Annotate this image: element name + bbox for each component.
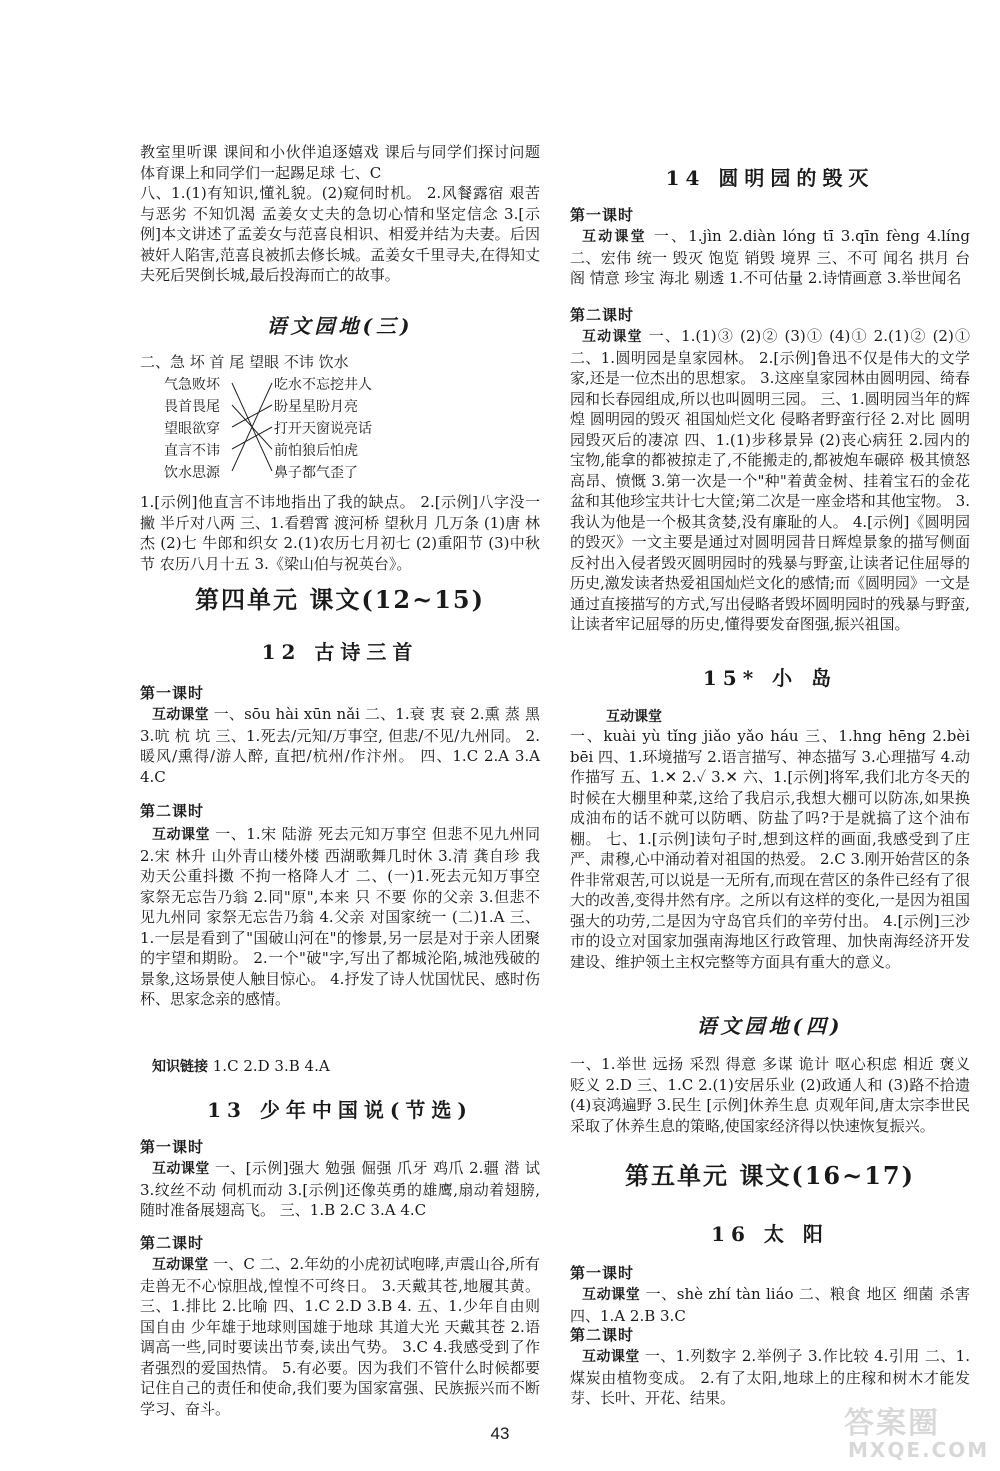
lesson14-answers-2 <box>570 326 975 635</box>
answer-text: 一、[示例]强大 勉强 倔强 爪牙 鸡爪 2.疆 潜 试 3.纹丝不动 伺机而动 3.[示例]还像英勇的雄鹰,扇动着翅膀,随时准备展翅高飞。 三、1.B 2.C 3.A 4.C <box>140 1159 545 1219</box>
watermark-url: MXQE.COM <box>848 1438 990 1462</box>
lesson12-link <box>140 1056 540 1078</box>
lesson16-answers-1 <box>570 1284 975 1326</box>
hudong-label: 互动课堂 <box>152 1161 210 1177</box>
hudong-label: 互动课堂 <box>582 229 647 245</box>
lesson15-answers: 一、kuài yù tǐng jiǎo yǎo háu 三、1.hng hēng 2.bèi bēi 四、1.环境描写 2.语言描写、神态描写 3.心理描写 4.动作描写 五、1.✕ 2.✓ 3.✕ 六、1.[示例]将军,我们北方冬天的时候在大棚里种菜,这给了我启示,我想大棚可以防冻,如果换成油布的话不就可以防晒、防盐了吗?于是就搞了这个油布棚。 七、1.[示例]读句子时,想到这样的画面,我感受到了庄严、肃穆,心中涌动着对祖国的热爱。 2.C 3.刚开始营区的条件非常艰苦,可以说是一无所有,而现在营区的条件已经有了很大的改善,变得井然有序。之所以有这样的变化,一是因为祖国强大的功劳,二是因为守岛官兵们的辛劳付出。 4.[示例]三沙市的设立对国家加强南海地区行政管理、加快南海经济开发建设、维护领土主权完整等方面具有重大的意义。 <box>570 727 975 971</box>
hudong-label: 互动课堂 <box>152 707 209 723</box>
lesson14-period2: 第二课时 <box>570 306 635 324</box>
unit5-title: 第五单元 课文(16~17) <box>625 1161 915 1190</box>
lesson12-period2: 第二课时 <box>140 802 205 820</box>
lesson12-period1: 第一课时 <box>140 684 205 702</box>
lesson16-period1: 第一课时 <box>570 1264 635 1282</box>
lesson12-answers-2 <box>140 824 545 1010</box>
hudong-label: 互动课堂 <box>582 1349 640 1365</box>
knowledge-link-label: 知识链接 <box>152 1059 208 1075</box>
yuwen-yuandi-3-title: 语文园地(三) <box>266 314 414 338</box>
watermark-logo <box>834 1398 994 1464</box>
lesson13-period1: 第一课时 <box>140 1138 205 1156</box>
lesson15-title: 15* 小 岛 <box>702 666 838 690</box>
page-number: 43 <box>490 1424 510 1443</box>
answer-text: 一、1.宋 陆游 死去元知万事空 但悲不见九州同 2.宋 林升 山外青山楼外楼 西湖歌舞几时休 3.清 龚自珍 我劝天公重抖擞 不拘一格降人才 二、(一)1.死去元知万事空 家祭无忘告乃翁 2.同"原",本来 只 不要 你的父亲 3.但悲不见九州同 家祭无忘告乃翁 4.父亲 对国家统一 (二)1.A 三、1.一层是看到了"国破山河在"的惨景,另一层是对于亲人团聚的宇望和期盼。 2.一个"破"字,写出了都城沦陷,城池残破的景象,这场景使人触目惊心。 4.抒发了诗人忧国忧民、感时伤杯、思家念亲的感情。 <box>140 825 545 1008</box>
yuwen3-answers: 1.[示例]他直言不讳地指出了我的缺点。 2.[示例]八字没一撇 半斤对八两 三、1.看碧霄 渡河桥 望秋月 几万条 (1)唐 林杰 (2)七 牛郎和织女 2.(1)农历七月初七 (2)重阳节 (3)中秋节 农历八月十五 3.《梁山伯与祝英台》。 <box>140 493 540 573</box>
yuwen4-answers: 一、1.举世 远扬 采烈 得意 多谋 诡计 呕心积虑 相近 褒义 贬义 2.D 三、1.C 2.(1)安居乐业 (2)政通人和 (3)路不拾遗 (4)哀鸿遍野 3.民生 [示例]休养生息 贞观年间,唐太宗李世民采取了休养生息的策略,使国家经济得以快速恢复振兴。 <box>570 1055 975 1135</box>
lesson13-answers-2 <box>140 1254 545 1419</box>
match-left-item: 饮水思源 <box>164 465 220 481</box>
yuwen-yuandi-4-title: 语文园地(四) <box>696 1014 844 1038</box>
hudong-label: 互动课堂 <box>152 1257 209 1273</box>
lesson13-title: 13 少年中国说(节选) <box>207 1098 473 1122</box>
lesson14-answers-1 <box>570 226 975 289</box>
answer-text: 一、C 二、2.年幼的小虎初试咆哮,声震山谷,所有走兽无不心惊胆战,惶惶不可终日。 3.天戴其苍,地履其黄。 三、1.排比 2.比喻 四、1.C 2.D 3.B 4. 五、1.少年自由则国自由 少年雄于地球则国雄于地球 其道大光 天戴其苍 2.语调高一些,同时要读出节奏,读出气势。 3.C 4.我感受到了作者强烈的爱国热情。 5.有必要。因为我们不管什么时候都要记住自己的责任和使命,我们要为国家富强、民族振兴而不断学习、奋斗。 <box>140 1255 545 1418</box>
match-right-item: 鼻子都气歪了 <box>274 465 358 481</box>
match-right-item: 吃水不忘挖井人 <box>274 377 372 393</box>
hudong-label: 互动课堂 <box>582 1287 641 1303</box>
match-right-item: 打开天窗说亮话 <box>274 421 372 437</box>
yuwen3-line1: 二、急 坏 首 尾 望眼 不讳 饮水 <box>140 353 349 371</box>
watermark-text: 答案圈 <box>844 1406 940 1441</box>
match-left-item: 望眼欲穿 <box>164 421 220 437</box>
lesson13-period2: 第二课时 <box>140 1234 205 1252</box>
answer-text: 一、sōu hài xūn nǎi 二、1.衰 衷 衰 2.熏 蒸 黑 3.吭 杭 坑 三、1.死去/元知/万事空, 但悲/不见/九州同。 2.暖风/熏得/游人醉, 直把/杭州/作汴州。 四、1.C 2.A 3.A 4.C <box>140 705 545 786</box>
match-right-item: 前怕狼后怕虎 <box>274 443 358 459</box>
lesson16-title: 16 太 阳 <box>711 1222 829 1246</box>
hudong-label: 互动课堂 <box>606 709 662 725</box>
match-right-item: 盼星星盼月亮 <box>274 399 358 415</box>
match-left-item: 畏首畏尾 <box>164 399 220 415</box>
matching-lines <box>164 374 384 484</box>
answer-text: 一、1.(1)③ (2)② (3)① (4)① 2.(1)② (2)① 二、1.圆明园是皇家园林。 2.[示例]鲁迅不仅是伟大的文学家,还是一位杰出的思想家。 3.这座皇家园林由圆明园、绮春园和长春园组成,所以也叫圆明三园。 三、1.圆明园当年的辉煌 圆明园的毁灭 祖国灿烂文化 侵略者野蛮行径 2.对比 圆明园毁灭后的凄凉 四、1.(1)步移景异 (2)丧心病狂 2.园内的宝物,能拿的都被掠走了,不能搬走的,都被炮车碾碎 极其愤怒 高昂、愤慨 3.第一次是一个"种"着黄金树、挂着宝石的金花盆和其他珍宝共计七大筐;第二次是一座金塔和其他宝物。 3.我认为他是一个极其贪婪,没有廉耻的人。 4.[示例]《圆明园的毁灭》一文主要是通过对圆明园昔日辉煌景象的描写侧面反衬出入侵者毁灭圆明园时的残暴与野蛮,让读者记住屈辱的历史,激发读者热爱祖国灿烂文化的感情;而《圆明园》一文是通过直接描写的方式,写出侵略者毁坏圆明园时的残暴与野蛮,让读者牢记屈辱的历史,懂得要发奋图强,振兴祖国。 <box>570 327 975 633</box>
hudong-label: 互动课堂 <box>582 329 643 345</box>
lesson12-title: 12 古诗三首 <box>261 640 419 664</box>
match-left-item: 气急败坏 <box>164 377 220 393</box>
answer-text: 一、shè zhí tàn liáo 二、粮食 地区 细菌 杀害 四、1.A 2.B 3.C <box>570 1285 975 1325</box>
lesson13-answers-1 <box>140 1158 545 1221</box>
hudong-label: 互动课堂 <box>152 827 211 843</box>
lesson12-answers-1 <box>140 704 545 787</box>
lesson16-period2: 第二课时 <box>570 1326 635 1344</box>
unit4-title: 第四单元 课文(12~15) <box>195 585 485 614</box>
answer-text: 1.C 2.D 3.B 4.A <box>208 1057 330 1075</box>
lesson15-hudong-row <box>570 706 970 726</box>
match-left-item: 直言不讳 <box>164 443 220 459</box>
lesson14-period1: 第一课时 <box>570 206 635 224</box>
answer-text: 一、1.列数字 2.举例子 3.作比较 4.引用 二、1.煤炭由植物变成。 2.有了太阳,地球上的庄稼和树木才能发芽、长叶、开花、结果。 <box>570 1347 970 1407</box>
answer-text: 一、1.jìn 2.diàn lóng tī 3.qīn fèng 4.líng 二、宏伟 统一 毁灭 饱览 销毁 境界 三、不可 闻名 拱月 台阁 情意 珍宝 海北 剔透 1.不可估量 2.诗情画意 3.举世闻名 <box>570 227 975 287</box>
intro-answers: 教室里听课 课间和小伙伴追逐嬉戏 课后与同学们探讨问题 体育课上和同学们一起踢足球 七、C 八、1.(1)有知识,懂礼貌。(2)窥伺时机。 2.风餐露宿 艰苦与恶劣 不知饥渴 孟姜女丈夫的急切心情和坚定信念 3.[示例]本文讲述了孟姜女与范喜良相识、相爱并结为夫妻。后因被奸人陷害,范喜良被抓去修长城。孟姜女千里寻夫,在得知丈夫死后哭倒长城,最后投海而亡的故事。 <box>140 143 540 284</box>
lesson14-title: 14 圆明园的毁灭 <box>665 166 875 190</box>
